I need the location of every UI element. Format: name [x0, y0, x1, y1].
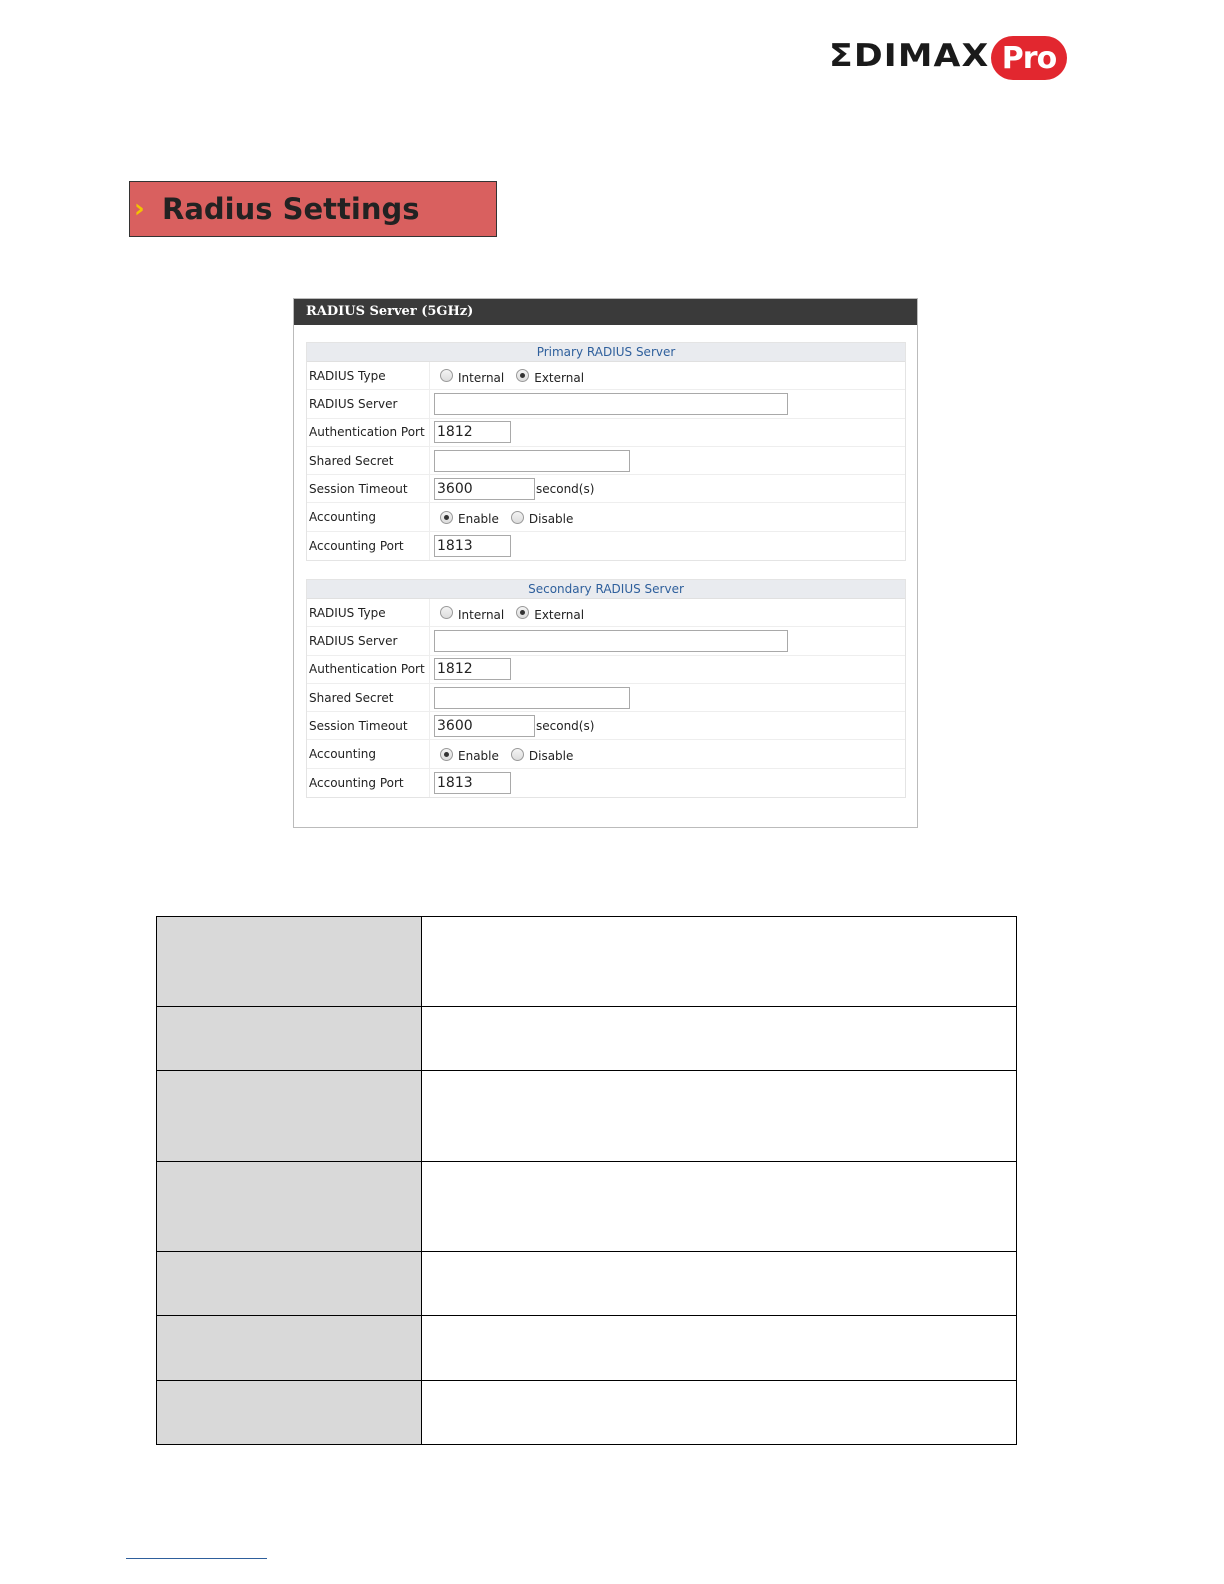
row-label: Accounting Port — [307, 532, 430, 560]
row-label: Shared Secret — [307, 447, 430, 474]
primary-auth-port-input[interactable] — [434, 421, 511, 443]
primary-accounting-row — [307, 503, 905, 531]
secondary-auth-port-input[interactable] — [434, 658, 511, 680]
radio-label: Internal — [458, 607, 505, 622]
radio-label: Disable — [528, 512, 574, 527]
table-row — [157, 917, 1017, 1007]
primary-group-title: Primary RADIUS Server — [307, 343, 905, 362]
table-label-cell — [157, 1316, 422, 1381]
table-row — [157, 1071, 1017, 1162]
table-row — [157, 1007, 1017, 1071]
secondary-session-timeout-input[interactable] — [434, 715, 535, 737]
primary-radius-type-row — [307, 362, 905, 390]
secondary-accounting-port-input[interactable] — [434, 772, 511, 794]
primary-radius-server-input[interactable] — [434, 393, 788, 415]
table-row — [157, 1381, 1017, 1445]
table-row — [157, 1252, 1017, 1316]
table-text-cell — [422, 1007, 1017, 1071]
row-label: Accounting — [307, 740, 430, 767]
logo-brand: ΣDIMAX — [829, 38, 990, 74]
table-text-cell — [422, 1071, 1017, 1162]
secondary-radius-server-row — [307, 627, 905, 655]
radio-label: Enable — [458, 749, 499, 764]
radius-server-panel — [293, 298, 918, 828]
timeout-unit: second(s) — [536, 718, 595, 733]
footer-link-underline[interactable] — [126, 1558, 267, 1559]
table-row — [157, 1162, 1017, 1252]
edimax-pro-logo — [829, 34, 1069, 82]
secondary-shared-secret-input[interactable] — [434, 687, 630, 709]
table-label-cell — [157, 1071, 422, 1162]
row-label: Authentication Port — [307, 419, 430, 446]
primary-radius-server-row — [307, 390, 905, 418]
row-label: RADIUS Server — [307, 627, 430, 654]
radio-label: External — [534, 370, 585, 385]
primary-shared-secret-input[interactable] — [434, 450, 630, 472]
row-label: RADIUS Type — [307, 599, 430, 626]
secondary-accounting-enable-radio[interactable] — [440, 748, 453, 761]
secondary-type-external-radio[interactable] — [516, 606, 529, 619]
secondary-group-title: Secondary RADIUS Server — [307, 580, 905, 599]
table-label-cell — [157, 917, 422, 1007]
secondary-session-timeout-row — [307, 712, 905, 740]
secondary-accounting-disable-radio[interactable] — [511, 748, 524, 761]
row-label: Authentication Port — [307, 656, 430, 683]
chevron-right-icon: › — [134, 194, 145, 224]
section-heading — [129, 181, 497, 237]
row-label: Shared Secret — [307, 684, 430, 711]
secondary-accounting-row — [307, 740, 905, 768]
table-text-cell — [422, 1162, 1017, 1252]
table-text-cell — [422, 917, 1017, 1007]
secondary-accounting-port-row — [307, 769, 905, 797]
row-label: RADIUS Type — [307, 362, 430, 389]
section-title: Radius Settings — [162, 192, 420, 226]
row-label: Accounting — [307, 503, 430, 530]
secondary-radius-server-input[interactable] — [434, 630, 788, 652]
primary-session-timeout-row — [307, 475, 905, 503]
primary-accounting-port-input[interactable] — [434, 535, 511, 557]
secondary-shared-secret-row — [307, 684, 905, 712]
radio-label: Internal — [458, 370, 505, 385]
primary-type-internal-radio[interactable] — [440, 369, 453, 382]
table-text-cell — [422, 1316, 1017, 1381]
primary-auth-port-row — [307, 419, 905, 447]
description-table — [156, 916, 1017, 1445]
radio-label: External — [534, 607, 585, 622]
row-label: Session Timeout — [307, 712, 430, 739]
secondary-radius-group — [306, 579, 906, 798]
row-label: RADIUS Server — [307, 390, 430, 417]
table-label-cell — [157, 1252, 422, 1316]
primary-type-external-radio[interactable] — [516, 369, 529, 382]
table-label-cell — [157, 1007, 422, 1071]
secondary-type-internal-radio[interactable] — [440, 606, 453, 619]
panel-title: RADIUS Server (5GHz) — [294, 299, 917, 325]
timeout-unit: second(s) — [536, 481, 595, 496]
radio-label: Disable — [528, 749, 574, 764]
secondary-auth-port-row — [307, 656, 905, 684]
table-text-cell — [422, 1381, 1017, 1445]
row-label: Session Timeout — [307, 475, 430, 502]
table-text-cell — [422, 1252, 1017, 1316]
radio-label: Enable — [458, 512, 499, 527]
table-label-cell — [157, 1381, 422, 1445]
primary-radius-group — [306, 342, 906, 561]
logo-pro-badge: Pro — [991, 36, 1067, 80]
primary-session-timeout-input[interactable] — [434, 478, 535, 500]
secondary-radius-type-row — [307, 599, 905, 627]
primary-accounting-port-row — [307, 532, 905, 560]
row-label: Accounting Port — [307, 769, 430, 797]
table-row — [157, 1316, 1017, 1381]
primary-shared-secret-row — [307, 447, 905, 475]
primary-accounting-disable-radio[interactable] — [511, 511, 524, 524]
primary-accounting-enable-radio[interactable] — [440, 511, 453, 524]
table-label-cell — [157, 1162, 422, 1252]
